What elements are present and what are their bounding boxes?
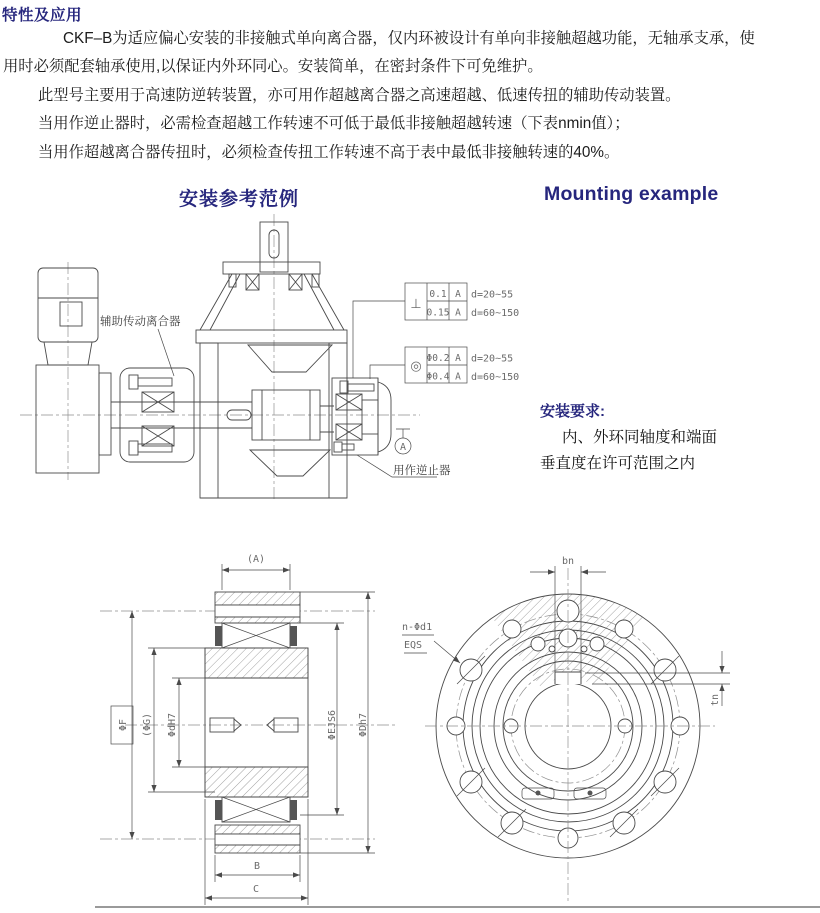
- backstop-label: 用作逆止器: [393, 465, 451, 477]
- tol-range: d=60~150: [471, 372, 520, 383]
- tol-datum: A: [455, 289, 461, 300]
- section-heading-en: Mounting example: [544, 183, 719, 205]
- section-view: [100, 554, 398, 905]
- datum-label: A: [399, 442, 407, 453]
- bearing-top: [215, 623, 297, 648]
- intro-line-4: 当用作逆止器时，必需检查超越工作转速不可低于最低非接触超越转速（下表nmin值）；: [38, 115, 630, 133]
- dim-label-phi-e: ΦEJS6: [327, 709, 338, 741]
- tol-range: d=60~150: [471, 308, 520, 319]
- dim-label-phi-f: ΦF: [118, 718, 129, 732]
- dim-label-c: C: [252, 884, 260, 895]
- page-bottom-rule: [95, 906, 820, 908]
- dim-B: [215, 855, 300, 882]
- intro-line-2: 用时必须配套轴承使用,以保证内外环同心。安装简单，在密封条件下可免维护。: [3, 58, 543, 76]
- assembly-centerlines: [20, 214, 420, 502]
- tol-datum: A: [455, 371, 461, 383]
- hole-callout-line2: EQS: [404, 640, 423, 651]
- backstop-callout: [357, 455, 451, 477]
- mounting-example-figure: [0, 210, 540, 532]
- bearing-bottom: [215, 797, 297, 822]
- dim-label-phi-d: ΦdH7: [167, 712, 178, 738]
- datum-feature: [395, 429, 411, 454]
- tol-value: 0.1: [429, 289, 447, 300]
- tol-range: d=20~55: [471, 289, 514, 301]
- outer-sleeve-bottom: [215, 825, 300, 853]
- clutch-rings: [205, 648, 308, 797]
- dim-label-b: B: [253, 861, 261, 872]
- dim-A: [222, 554, 290, 590]
- concentricity-icon: ◎: [410, 359, 422, 374]
- cage-slots: [522, 788, 606, 799]
- aux-clutch-callout: [100, 314, 181, 376]
- dim-phi-d: [167, 678, 205, 767]
- intro-line-5: 当用作超越离合器传扭时，必须检查传扭工作转速不高于表中最低非接触转速的40%。: [38, 143, 620, 161]
- dim-label-phi-g: (ΦG): [142, 712, 153, 738]
- requirements-line-1: 内、外环同轴度和端面: [562, 429, 718, 446]
- aux-clutch-label: 辅助传动离合器: [100, 316, 181, 328]
- intro-line-1: CKF–B为适应偏心安装的非接触式单向离合器，仅内环被设计有单向非接触超越功能，无轴承支承，使: [63, 30, 755, 47]
- outer-sleeve-top: [215, 592, 300, 623]
- perpendicularity-icon: ⊥: [410, 297, 422, 312]
- tol-value: Φ0.2: [426, 353, 450, 364]
- tol-datum: A: [455, 307, 461, 319]
- dim-label-bn: bn: [561, 556, 575, 567]
- tol-value: 0.15: [426, 307, 450, 319]
- requirements-line-2: 垂直度在许可范围之内: [540, 455, 696, 472]
- dimension-drawing-figure: [0, 538, 820, 912]
- dim-label-tn: tn: [710, 693, 721, 707]
- section-heading-cn: 安装参考范例: [179, 189, 300, 210]
- requirements-title: 安装要求:: [540, 403, 605, 420]
- tolerance-table-perpendicularity: [405, 283, 519, 320]
- gearbox: [196, 222, 347, 498]
- page-title: 特性及应用: [2, 7, 83, 24]
- intro-paragraphs: [0, 25, 820, 167]
- dim-label-phi-D: ΦDh7: [358, 712, 369, 738]
- tolerance-table-concentricity: [405, 347, 519, 383]
- intro-line-3: 此型号主要用于高速防逆转装置，亦可用作超越离合器之高速超越、低速传扭的辅助传动装置。: [38, 86, 681, 104]
- tol-range: d=20~55: [471, 353, 514, 365]
- installation-requirements: [540, 400, 790, 477]
- hole-callout-line1: n-Φd1: [402, 622, 433, 633]
- tol-value: Φ0.4: [426, 371, 450, 383]
- motor: [36, 268, 111, 473]
- backstop-clutch: [332, 378, 391, 455]
- dim-phi-G: [142, 648, 215, 792]
- dim-label-a: (A): [246, 554, 266, 565]
- table-leader-lines: [353, 301, 405, 379]
- tol-datum: A: [455, 353, 461, 364]
- bolt-hole-callout: [402, 622, 460, 663]
- front-view: [402, 556, 730, 903]
